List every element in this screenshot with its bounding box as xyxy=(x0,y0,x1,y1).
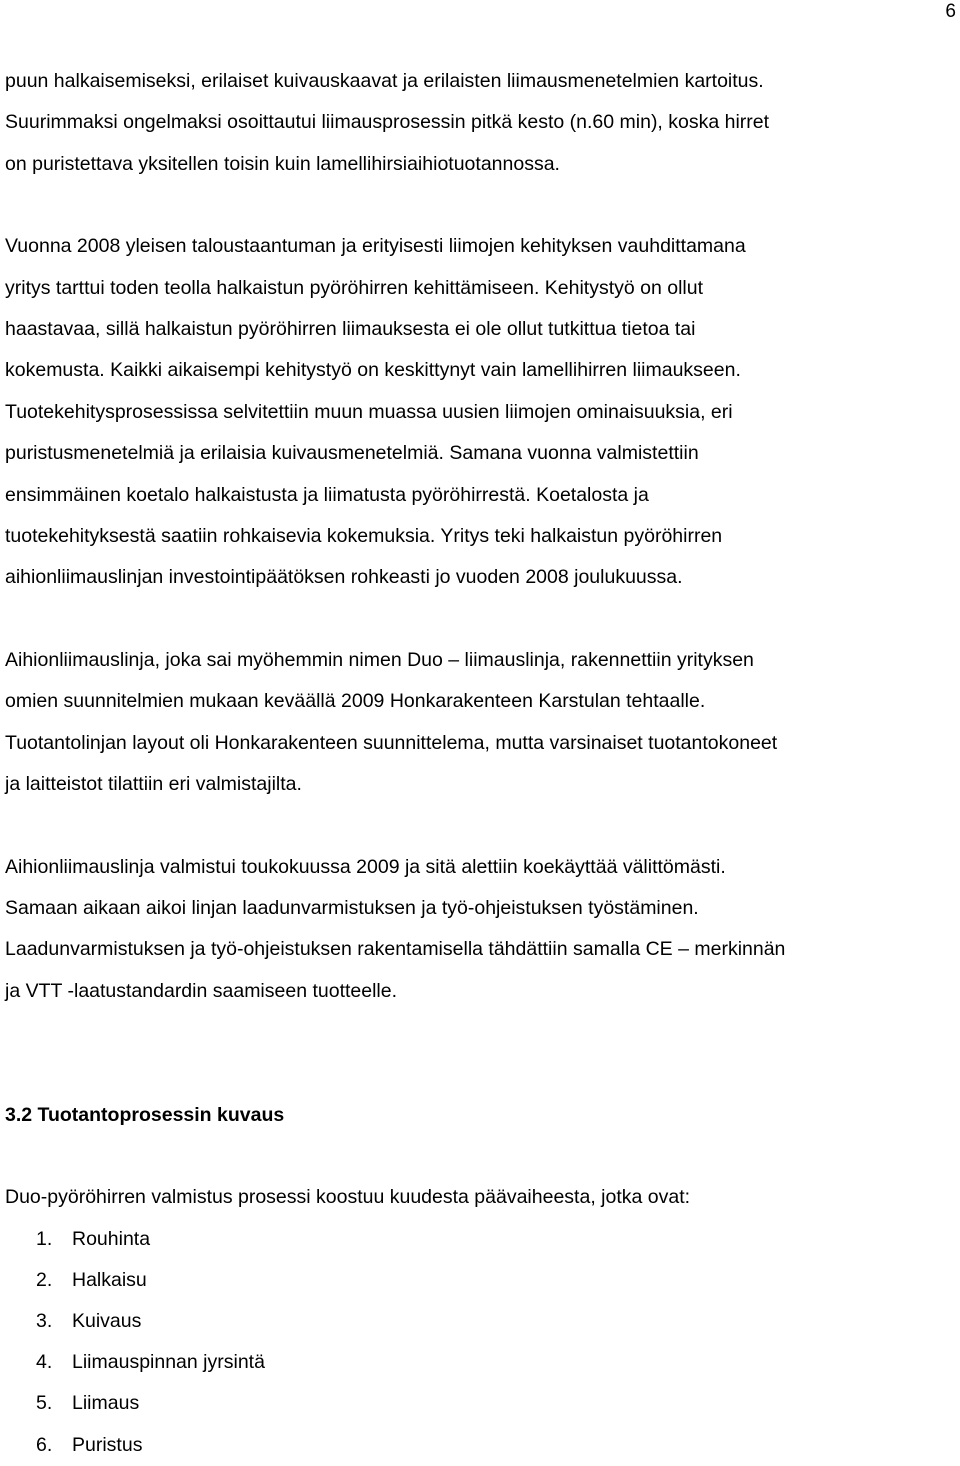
text-line: haastavaa, sillä halkaistun pyöröhirren liimauksesta ei ole ollut tutkittua tietoa tai xyxy=(5,318,696,341)
process-steps-list xyxy=(5,1219,957,1466)
list-item-label: Liimaus xyxy=(72,1392,140,1415)
text-line: puun halkaisemiseksi, erilaiset kuivauskaavat ja erilaisten liimausmenetelmien kartoitus. xyxy=(5,70,764,92)
paragraph-spacer xyxy=(5,806,957,847)
list-item-number: 2. xyxy=(36,1268,53,1291)
paragraph-2 xyxy=(5,226,957,599)
list-item xyxy=(5,1301,957,1342)
page-number: 6 xyxy=(945,1,956,22)
text-line: Tuotekehitysprosessissa selvitettiin muun muassa uusien liimojen ominaisuuksia, eri xyxy=(5,400,733,423)
list-item-label: Halkaisu xyxy=(72,1268,147,1291)
text-line: Aihionliimauslinja, joka sai myöhemmin nimen Duo – liimauslinja, rakennettiin yrityksen xyxy=(5,648,754,671)
text-line: Samaan aikaan aikoi linjan laadunvarmistuksen ja työ-ohjeistuksen työstäminen. xyxy=(5,896,699,919)
text-line: yritys tarttui toden teolla halkaistun pyöröhirren kehittämiseen. Kehitystyö on ollut xyxy=(5,276,704,299)
text-line: aihionliimauslinjan investointipäätöksen rohkeasti jo vuoden 2008 joulukuussa. xyxy=(5,566,683,589)
list-item-number: 1. xyxy=(36,1227,53,1250)
list-item-label: Puristus xyxy=(72,1433,143,1456)
paragraph-4 xyxy=(5,847,957,1013)
list-item-number: 6. xyxy=(36,1433,53,1456)
section-spacer xyxy=(5,1136,957,1177)
text-line: tuotekehityksestä saatiin rohkaisevia kokemuksia. Yritys teki halkaistun pyöröhirren xyxy=(5,525,723,548)
list-item xyxy=(5,1219,957,1260)
text-line: ja laitteistot tilattiin eri valmistajilta. xyxy=(5,773,302,796)
text-line: on puristettava yksitellen toisin kuin lamellihirsiaihiotuotannossa. xyxy=(5,152,560,175)
section-spacer xyxy=(5,1012,957,1095)
text-line: Vuonna 2008 yleisen taloustaantuman ja erityisesti liimojen kehityksen vauhdittamana xyxy=(5,235,746,258)
document-body xyxy=(5,61,957,1466)
list-item xyxy=(5,1383,957,1424)
list-item xyxy=(5,1342,957,1383)
paragraph-spacer xyxy=(5,185,957,226)
text-line: Laadunvarmistuksen ja työ-ohjeistuksen rakentamisella tähdättiin samalla CE – merkinnän xyxy=(5,938,786,961)
list-item xyxy=(5,1260,957,1301)
text-line: omien suunnitelmien mukaan keväällä 2009 Honkarakenteen Karstulan tehtaalle. xyxy=(5,690,706,713)
list-item-label: Rouhinta xyxy=(72,1227,151,1250)
intro-paragraph xyxy=(5,1177,957,1218)
text-line: Suurimmaksi ongelmaksi osoittautui liimausprosessin pitkä kesto (n.60 min), koska hirret xyxy=(5,111,770,134)
text-line: ja VTT -laatustandardin saamiseen tuotteelle. xyxy=(5,979,398,1002)
text-line: kokemusta. Kaikki aikaisempi kehitystyö on keskittynyt vain lamellihirren liimaukseen. xyxy=(5,359,741,382)
text-line: puristusmenetelmiä ja erilaisia kuivausmenetelmiä. Samana vuonna valmistettiin xyxy=(5,442,699,465)
list-item-label: Kuivaus xyxy=(72,1309,142,1332)
list-item xyxy=(5,1425,957,1466)
text-line: Aihionliimauslinja valmistui toukokuussa 2009 ja sitä alettiin koekäyttää välittömästi. xyxy=(5,855,726,878)
paragraph-spacer xyxy=(5,599,957,640)
text-line: Duo-pyöröhirren valmistus prosessi koostuu kuudesta päävaiheesta, jotka ovat: xyxy=(5,1186,691,1209)
list-item-label: Liimauspinnan jyrsintä xyxy=(72,1351,265,1374)
section-heading: 3.2 Tuotantoprosessin kuvaus xyxy=(5,1104,285,1127)
paragraph-3 xyxy=(5,640,957,806)
list-item-number: 3. xyxy=(36,1309,53,1332)
text-line: ensimmäinen koetalo halkaistusta ja liimatusta pyöröhirrestä. Koetalosta ja xyxy=(5,483,649,506)
list-item-number: 4. xyxy=(36,1351,53,1374)
list-item-number: 5. xyxy=(36,1392,53,1415)
text-line: Tuotantolinjan layout oli Honkarakenteen suunnittelema, mutta varsinaiset tuotantokoneet xyxy=(5,731,778,754)
paragraph-1 xyxy=(5,61,957,185)
